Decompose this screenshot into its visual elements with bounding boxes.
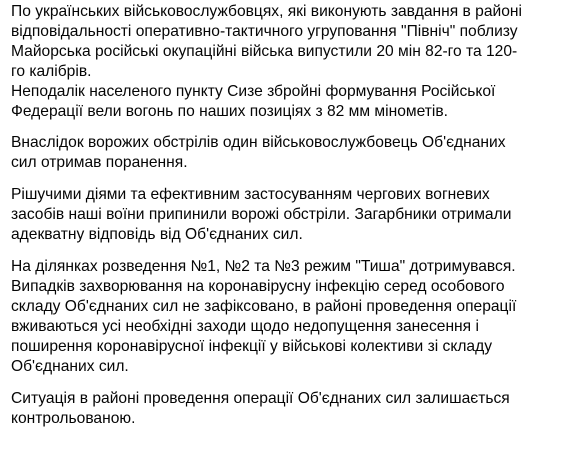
paragraph-3 [11, 185, 561, 245]
text-line: складу Об'єднаних сил не зафіксовано, в районі проведення операції [11, 298, 517, 315]
text-line: Випадків захворювання на коронавірусну інфекцію серед особового [11, 278, 505, 295]
paragraph-1 [11, 2, 561, 122]
text-line: Рішучими діями та ефективним застосуванням чергових вогневих [11, 186, 490, 203]
text-line: Майорська російські окупаційні війська випустили 20 мін 82-го та 120- [11, 43, 518, 60]
text-line: По українських військовослужбовцях, які виконують завдання в районі [11, 3, 522, 20]
text-line: Неподалік населеного пункту Сизе збройні формування Російської [11, 83, 496, 100]
text-line: Внаслідок ворожих обстрілів один військовослужбовець Об'єднаних [11, 134, 506, 151]
paragraph-4 [11, 257, 561, 377]
text-line: відповідальності оперативно-тактичного угруповання "Північ" поблизу [11, 23, 518, 40]
text-line: вживаються усі необхідні заходи щодо недопущення занесення і [11, 318, 479, 335]
text-line: адекватну відповідь від Об'єднаних сил. [11, 226, 303, 243]
text-line: поширення коронавірусної інфекції у військові колективи зі складу [11, 338, 493, 355]
text-line: го калібрів. [11, 63, 92, 80]
text-line: контрольованою. [11, 410, 136, 427]
text-line: Об'єднаних сил. [11, 358, 129, 375]
text-line: сил отримав поранення. [11, 154, 188, 171]
text-line: Ситуація в районі проведення операції Об'єднаних сил залишається [11, 390, 510, 407]
paragraph-2 [11, 133, 561, 173]
text-line: На ділянках розведення №1, №2 та №3 режим "Тиша" дотримувався. [11, 258, 516, 275]
text-line: Федерації вели вогонь по наших позиціях з 82 мм мінометів. [11, 103, 448, 120]
text-line: засобів наші воїни припинили ворожі обстріли. Загарбники отримали [11, 206, 512, 223]
paragraph-5 [11, 389, 561, 429]
